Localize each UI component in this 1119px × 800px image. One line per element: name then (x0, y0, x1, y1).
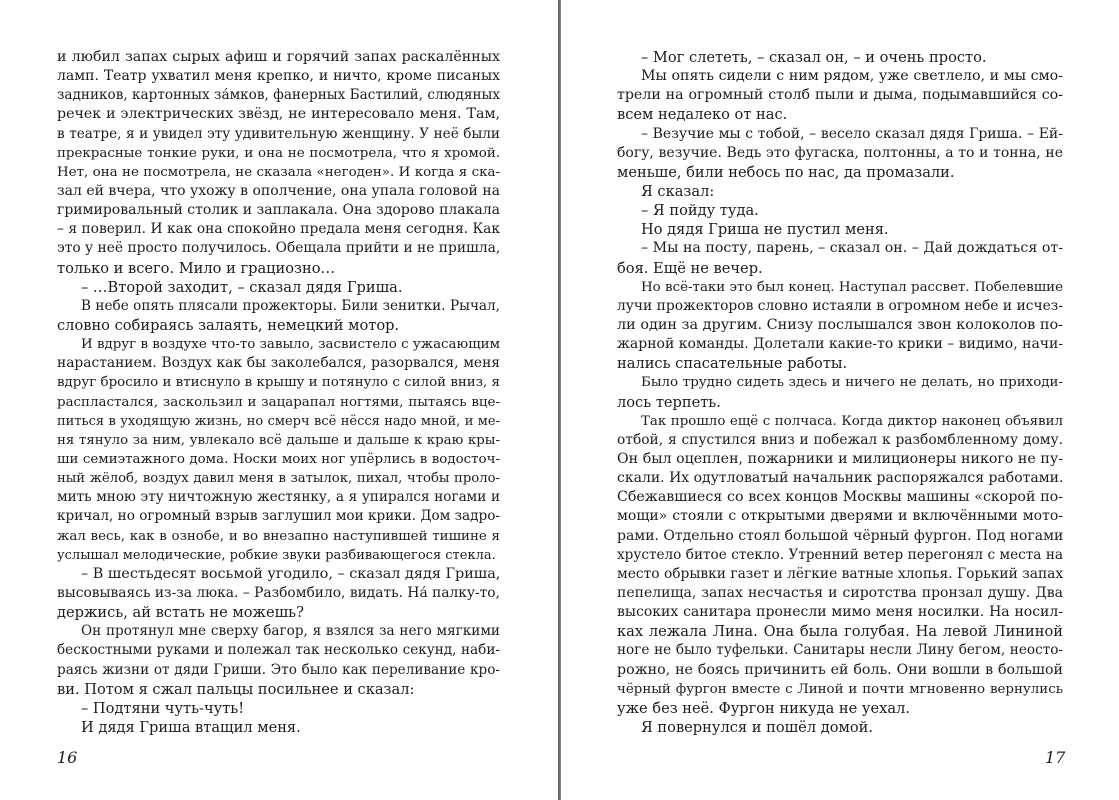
right-page-number: 17 (1045, 748, 1066, 767)
text-line: прекрасные тонкие руки, и она не посмотрела, что я хромой. (57, 145, 500, 161)
text-line: вдруг бросило и втиснуло в крышу и потянуло с силой вниз, я (57, 375, 500, 391)
text-line: высоких санитара пронесли мимо меня носилки. На носил- (617, 604, 1063, 621)
text-line: Сбежавшиеся со всех концов Москвы машины «скорой по- (617, 489, 1063, 506)
text-line: ня тянуло за ним, увлекало всё дальше и дальше к краю кры- (57, 432, 500, 448)
text-line: раясь жизни от дяди Гриши. Это было как переливание кро- (57, 661, 500, 678)
text-line: нались спасательные работы. (617, 355, 848, 373)
text-line: ви. Потом я сжал пальцы посильнее и сказал: (57, 680, 415, 698)
text-line: жарной команды. Долетали какие-то крики – видимо, начи- (617, 336, 1063, 353)
text-line: питься в уходящую жизнь, но смерч всё нёсся надо мной, и ме- (57, 413, 500, 429)
text-line: ли один за другим. Снизу послышался звон колоколов по- (617, 316, 1063, 333)
text-line: чёрный фургон вместе с Линой и почти мгновенно вернулись (617, 681, 1063, 697)
text-line: ноге не было туфельки. Санитары несли Лину бегом, неосто- (617, 642, 1063, 659)
text-line: хрустело битое стекло. Утренний ветер перегонял с места на (617, 546, 1063, 563)
left-page-number: 16 (57, 748, 78, 767)
text-line: скали. Их одутловатый начальник распоряжался работами. (617, 470, 1063, 487)
text-line: речек и электрических звёзд, не интересовало меня. Там, (57, 106, 500, 123)
text-line: Но дядя Гриша не пустил меня. (641, 221, 889, 239)
text-line: трели на огромный столб пыли и дыма, подымавшийся со- (617, 87, 1063, 104)
text-line: мить мною эту ничтожную жестянку, а я упирался ногами и (57, 489, 500, 506)
text-line: уже без неё. Фургон никуда не уехал. (617, 699, 910, 717)
text-line: Он протянул мне сверху багор, я взялся за него мягкими (81, 623, 500, 640)
text-line: Нет, она не посмотрела, не сказала «негоден». И когда я ска- (57, 164, 500, 180)
text-line: место обрывки газет и лёгкие ватные хлопья. Горький запах (617, 565, 1063, 582)
text-line: словно собираясь залаять, немецкий мотор. (57, 316, 400, 334)
text-line: рожно, не боясь причинить ей боль. Они вошли в большой (617, 661, 1063, 678)
text-line: – Везучие мы с тобой, – весело сказал дядя Гриша. – Ей- (641, 125, 1063, 142)
text-line: в театре, я и увидел эту удивительную женщину. У неё были (57, 125, 500, 142)
text-line: высовываясь из-за люка. – Разбомбило, видать. На́ палку-то, (57, 584, 500, 601)
text-line: нарастанием. Воздух как бы заколебался, разорвался, меня (57, 355, 500, 372)
text-line: И дядя Гриша втащил меня. (81, 718, 301, 736)
text-line: Было трудно сидеть здесь и ничего не делать, но приходи- (641, 375, 1063, 391)
text-line: – Я пойду туда. (641, 202, 759, 220)
text-line: лось терпеть. (617, 393, 721, 411)
text-line: меньше, били небось по нас, да промазали. (617, 163, 955, 181)
book-gutter (558, 0, 561, 800)
text-line: Мы опять сидели с ним рядом, уже светлело, и мы смо- (641, 68, 1063, 85)
text-line: зал ей вчера, что ухожу в ополчение, она упала головой на (57, 182, 500, 199)
text-line: услышал мелодические, робкие звуки разбивающегося стекла. (57, 547, 496, 563)
text-line: держись, ай встать не можешь? (57, 604, 304, 622)
text-line: – Мог слететь, – сказал он, – и очень просто. (641, 49, 987, 66)
text-line: – …Второй заходит, – сказал дядя Гриша. (81, 278, 403, 296)
text-line: Я повернулся и пошёл домой. (641, 718, 874, 736)
text-line: ный жёлоб, воздух давил меня в затылок, пихал, чтобы проло- (57, 471, 500, 487)
text-line: гримировальный столик и заплакала. Она здорово плакала (57, 202, 500, 219)
text-line: лучи прожекторов словно истаяли в огромном небе и исчез- (617, 297, 1063, 314)
text-line: – я поверил. И как она спокойно предала меня сегодня. Как (57, 221, 500, 238)
text-line: пепелища, запах несчастья и сиротства пронзал душу. Два (617, 584, 1063, 601)
text-line: бескостными руками и полежал так несколько секунд, наби- (57, 642, 500, 659)
text-line: И вдруг в воздухе что-то завыло, засвистело с ужасающим (81, 337, 500, 353)
text-line: кричал, но огромный взрыв заглушил мои крики. Дом задро- (57, 508, 500, 525)
text-line: отбой, я спустился вниз и побежал к разбомбленному дому. (617, 431, 1063, 448)
text-line: Я сказал: (641, 182, 715, 200)
text-line: рами. Отдельно стоял большой чёрный фургон. Под ногами (617, 527, 1063, 544)
text-line: – В шестьдесят восьмой угодило, – сказал дядя Гриша, (81, 565, 500, 582)
text-line: жал весь, как в ознобе, и во внезапно наступившей тишине я (57, 528, 500, 544)
text-line: богу, везучие. Ведь это фугаска, полтонны, а то и тонна, не (617, 144, 1063, 161)
text-line: всем недалеко от нас. (617, 106, 788, 124)
text-line: только и всего. Мило и грациозно… (57, 259, 336, 277)
text-line: – Подтяни чуть-чуть! (81, 699, 245, 717)
text-line: В небе опять плясали прожекторы. Били зенитки. Рычал, (81, 297, 500, 314)
text-line: распластался, заскользил и зацарапал ногтями, пытаясь вце- (57, 394, 500, 410)
right-page-text (617, 48, 1063, 748)
text-line: мощи» стояли с открытыми дверями и включёнными мото- (617, 508, 1063, 525)
text-line: Он был оцеплен, пожарники и милиционеры никого не пу- (617, 450, 1063, 467)
text-line: задников, картонных за́мков, фанерных Бастилий, слюдяных (57, 87, 500, 104)
text-line: боя. Ещё не вечер. (617, 259, 763, 277)
left-page-text (57, 48, 500, 748)
text-line: – Мы на посту, парень, – сказал он. – Дай дождаться от- (641, 240, 1063, 257)
text-line: ках лежала Лина. Она была голубая. На левой Лининой (617, 623, 1063, 641)
text-line: и любил запах сырых афиш и горячий запах раскалённых (57, 49, 500, 65)
text-line: ламп. Театр ухватил меня крепко, и ничто, кроме писаных (57, 68, 500, 85)
text-line: Но всё-таки это был конец. Наступал рассвет. Побелевшие (641, 279, 1063, 295)
text-line: Так прошло ещё с полчаса. Когда диктор наконец объявил (641, 413, 1063, 429)
text-line: это у неё просто получилось. Обещала прийти и не пришла, (57, 240, 500, 257)
text-line: ши семиэтажного дома. Носки моих ног упёрлись в водосточ- (57, 451, 500, 467)
